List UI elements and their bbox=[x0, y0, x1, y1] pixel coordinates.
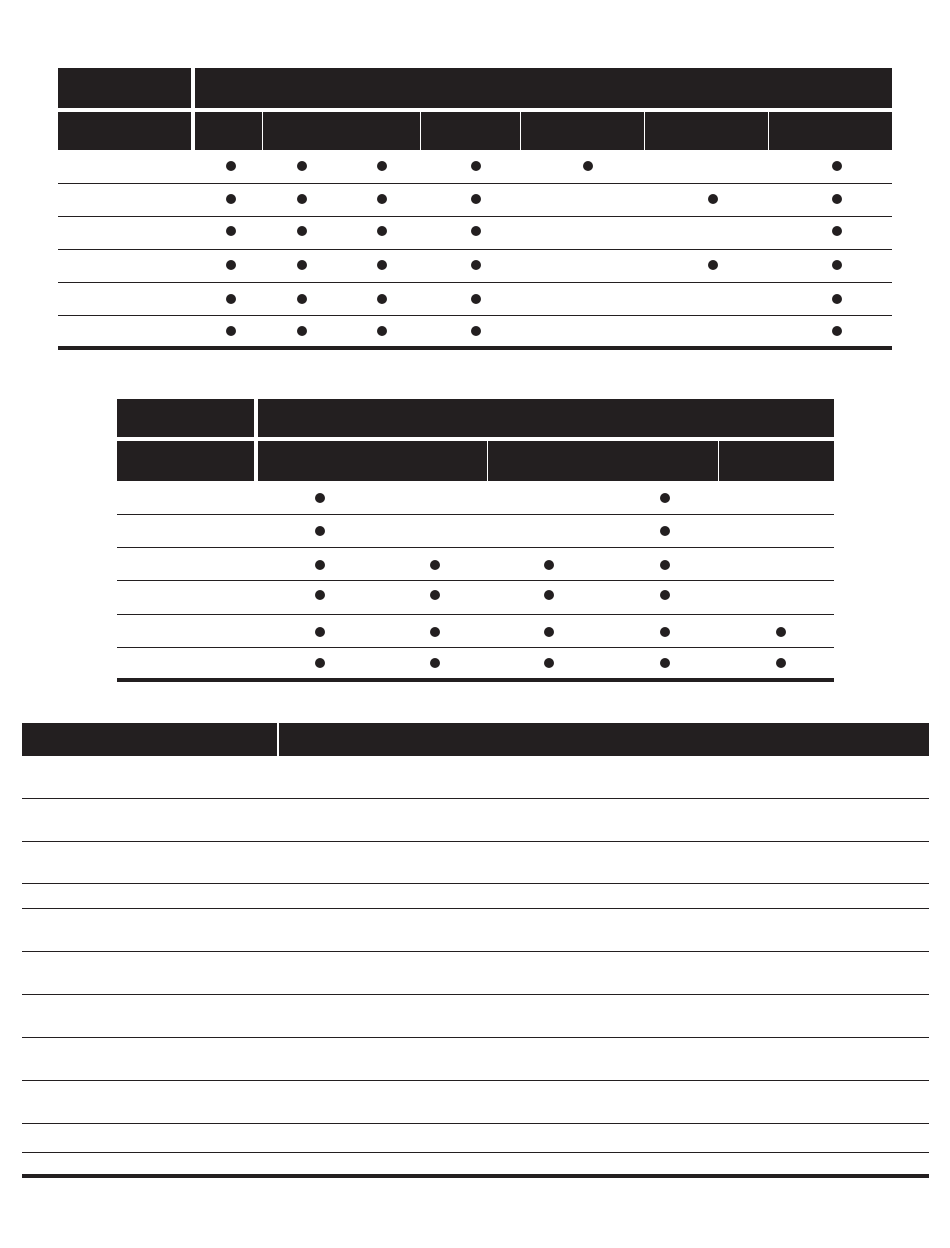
table1-dot-r1-c3 bbox=[377, 161, 387, 171]
table2-subheader-divider bbox=[718, 441, 719, 481]
table1-dot-r1-c7 bbox=[832, 161, 842, 171]
table2-dot-r1-c4 bbox=[660, 493, 670, 503]
table1-dot-r2-c7 bbox=[832, 194, 842, 204]
table1-dot-r2-c4 bbox=[471, 194, 481, 204]
table1-dot-r2-c3 bbox=[377, 194, 387, 204]
table3-header-value-cell bbox=[279, 723, 929, 756]
table1-header-group bbox=[195, 68, 892, 108]
table2-row-rule bbox=[117, 614, 834, 615]
table2-dot-r5-c3 bbox=[544, 627, 554, 637]
table2-dot-r4-c4 bbox=[660, 590, 670, 600]
table1-dot-r5-c2 bbox=[297, 294, 307, 304]
table1-dot-r6-c7 bbox=[832, 326, 842, 336]
table1-dot-r3-c3 bbox=[377, 226, 387, 236]
table2-row-rule bbox=[117, 514, 834, 515]
table1-subheader-corner bbox=[58, 112, 191, 150]
table3-header-label-cell bbox=[22, 723, 277, 756]
table1-dot-r6-c3 bbox=[377, 326, 387, 336]
table1-bottom-rule bbox=[58, 346, 892, 350]
table2-dot-r2-c4 bbox=[660, 526, 670, 536]
table1-dot-r2-c2 bbox=[297, 194, 307, 204]
table1-dot-r1-c2 bbox=[297, 161, 307, 171]
table2-header-corner bbox=[117, 399, 254, 437]
table2-row-rule bbox=[117, 547, 834, 548]
table3-row-rule bbox=[22, 908, 929, 909]
table2-dot-r4-c3 bbox=[544, 590, 554, 600]
table2-subheader-corner bbox=[117, 441, 254, 481]
table1-dot-r6-c4 bbox=[471, 326, 481, 336]
table1-dot-r3-c2 bbox=[297, 226, 307, 236]
table1-dot-r1-c4 bbox=[471, 161, 481, 171]
table2-dot-r4-c1 bbox=[315, 590, 325, 600]
table3-row-rule bbox=[22, 994, 929, 995]
table1-dot-r1-c5 bbox=[583, 161, 593, 171]
table3-bottom-rule bbox=[22, 1174, 929, 1178]
table3-row-rule bbox=[22, 798, 929, 799]
table1-dot-r4-c3 bbox=[377, 260, 387, 270]
table1-row-rule bbox=[58, 249, 892, 250]
table2-dot-r2-c1 bbox=[315, 526, 325, 536]
table2-dot-r3-c2 bbox=[430, 560, 440, 570]
table2-dot-r4-c2 bbox=[430, 590, 440, 600]
table2-bottom-rule bbox=[117, 678, 834, 682]
table1-subheader-divider bbox=[768, 112, 769, 150]
table1-dot-r6-c2 bbox=[297, 326, 307, 336]
table2-dot-r6-c1 bbox=[315, 658, 325, 668]
table1-dot-r6-c1 bbox=[226, 326, 236, 336]
table2-dot-r6-c4 bbox=[660, 658, 670, 668]
table1-row-rule bbox=[58, 183, 892, 184]
table2-subheader-row bbox=[258, 441, 834, 481]
table2-subheader-divider bbox=[487, 441, 488, 481]
table1-subheader-row bbox=[195, 112, 892, 150]
table2-row-rule bbox=[117, 647, 834, 648]
table2-header-group bbox=[258, 399, 834, 437]
table1-dot-r3-c4 bbox=[471, 226, 481, 236]
table1-row-rule bbox=[58, 315, 892, 316]
table1-dot-r4-c4 bbox=[471, 260, 481, 270]
table2-dot-r6-c2 bbox=[430, 658, 440, 668]
table1-dot-r4-c2 bbox=[297, 260, 307, 270]
table2-row-rule bbox=[117, 580, 834, 581]
table1-dot-r3-c1 bbox=[226, 226, 236, 236]
table2-dot-r5-c1 bbox=[315, 627, 325, 637]
table2-dot-r3-c4 bbox=[660, 560, 670, 570]
table1-subheader-divider bbox=[644, 112, 645, 150]
table3-row-rule bbox=[22, 883, 929, 884]
table3-row-rule bbox=[22, 1152, 929, 1153]
table1-row-rule bbox=[58, 282, 892, 283]
table3-row-rule bbox=[22, 1080, 929, 1081]
table1-dot-r2-c1 bbox=[226, 194, 236, 204]
table1-dot-r4-c7 bbox=[832, 260, 842, 270]
table1-dot-r1-c1 bbox=[226, 161, 236, 171]
table2-dot-r5-c2 bbox=[430, 627, 440, 637]
table1-dot-r5-c1 bbox=[226, 294, 236, 304]
table2-dot-r3-c3 bbox=[544, 560, 554, 570]
table1-dot-r4-c1 bbox=[226, 260, 236, 270]
table1-dot-r5-c7 bbox=[832, 294, 842, 304]
table1-dot-r3-c7 bbox=[832, 226, 842, 236]
table1-row-rule bbox=[58, 216, 892, 217]
table1-dot-r5-c4 bbox=[471, 294, 481, 304]
table1-header-corner bbox=[58, 68, 191, 108]
table1-dot-r2-c6 bbox=[708, 194, 718, 204]
table3-row-rule bbox=[22, 841, 929, 842]
table3-row-rule bbox=[22, 951, 929, 952]
table2-dot-r3-c1 bbox=[315, 560, 325, 570]
table2-dot-r1-c1 bbox=[315, 493, 325, 503]
table3-row-rule bbox=[22, 1037, 929, 1038]
table2-dot-r6-c5 bbox=[776, 658, 786, 668]
table1-subheader-divider bbox=[262, 112, 263, 150]
table1-dot-r5-c3 bbox=[377, 294, 387, 304]
table1-subheader-divider bbox=[420, 112, 421, 150]
table2-dot-r5-c4 bbox=[660, 627, 670, 637]
table3-row-rule bbox=[22, 1123, 929, 1124]
table2-dot-r6-c3 bbox=[544, 658, 554, 668]
table2-dot-r5-c5 bbox=[776, 627, 786, 637]
table1-subheader-divider bbox=[520, 112, 521, 150]
table1-dot-r4-c6 bbox=[708, 260, 718, 270]
